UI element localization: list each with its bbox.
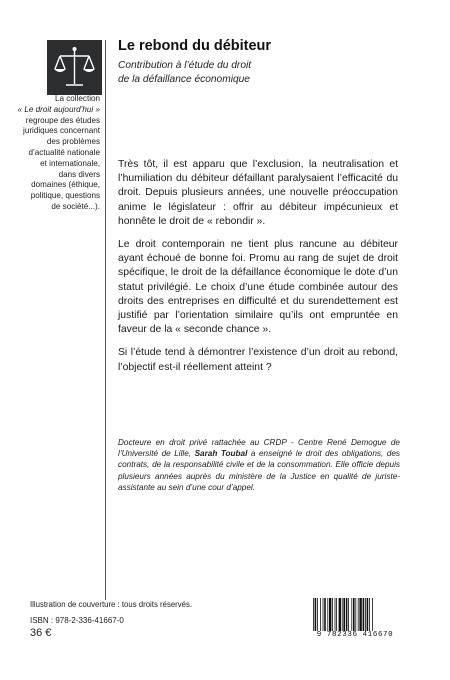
book-subtitle bbox=[118, 59, 251, 87]
barcode-bar bbox=[315, 598, 317, 631]
collection-line: regroupe des études bbox=[25, 115, 100, 125]
collection-line: juridiques concernant bbox=[23, 126, 100, 136]
isbn: ISBN : 978-2-336-41667-0 bbox=[30, 616, 124, 625]
barcode-bar bbox=[351, 598, 352, 631]
barcode-bar bbox=[372, 598, 373, 631]
barcode-bar bbox=[332, 598, 333, 631]
barcode-bar bbox=[342, 598, 343, 631]
barcode-bar bbox=[324, 598, 326, 631]
author-bio bbox=[118, 437, 400, 493]
barcode-bar bbox=[329, 598, 331, 631]
barcode-bar bbox=[336, 598, 337, 631]
barcode-digits: 9 782336 416670 bbox=[307, 631, 403, 639]
vertical-divider bbox=[105, 40, 106, 600]
barcode-bar bbox=[335, 598, 336, 631]
barcode-bar bbox=[367, 598, 369, 631]
collection-line: politique, questions bbox=[30, 191, 100, 201]
barcode-bar bbox=[339, 598, 341, 631]
barcode-bar bbox=[327, 598, 328, 631]
collection-line: domaines (éthique, bbox=[31, 180, 100, 190]
price: 36 € bbox=[30, 627, 52, 639]
barcode-bar bbox=[369, 598, 370, 631]
subtitle-line: Contribution à l’étude du droit bbox=[118, 60, 252, 71]
blurb-paragraph: Le droit contemporain ne tient plus rancune au débiteur ayant échoué de bonne foi. Promu au rang de sujet de droit spécifique, le droit de la défaillance économique le dote d’un statut privilégié. Le choix d’une étude combinée autour des droits des entreprises en difficulté et du surendettement est justifié par l’orientation similaire qu’ils ont empruntée en faveur de la « seconde chance ». bbox=[118, 239, 398, 336]
barcode-bar bbox=[323, 598, 324, 631]
author-name: Sarah Toubal bbox=[194, 449, 248, 459]
collection-line: d’actualité nationale bbox=[28, 147, 100, 157]
barcode-bar bbox=[346, 598, 348, 631]
scales-of-justice-icon bbox=[47, 40, 102, 95]
barcode-bar bbox=[358, 598, 359, 631]
collection-line: et internationale, bbox=[40, 158, 100, 168]
collection-line: « Le droit aujourd’hui » bbox=[17, 104, 100, 114]
barcode-bar bbox=[353, 598, 355, 631]
barcode-bar bbox=[363, 598, 365, 631]
blurb-paragraph: Si l’étude tend à démontrer l’existence d’un droit au rebond, l’objectif est-il réellement atteint ? bbox=[118, 347, 398, 373]
barcode-bar bbox=[365, 598, 366, 631]
barcode-bar bbox=[343, 598, 345, 631]
barcode-bar bbox=[348, 598, 349, 631]
barcode-bar bbox=[313, 598, 314, 631]
collection-line: de société...). bbox=[51, 201, 100, 211]
back-cover-blurb bbox=[118, 158, 398, 384]
collection-line: dans divers bbox=[58, 169, 100, 179]
blurb-paragraph: Très tôt, il est apparu que l’exclusion, la neutralisation et l’humiliation du débiteur défaillant paralysaient l’efficacité du droit. Depuis plusieurs années, une nouvelle préoccupation anime le législateur : offrir au débiteur impécunieux et honnête le droit de « rebondir ». bbox=[118, 159, 398, 227]
collection-line: des problèmes bbox=[46, 137, 100, 147]
book-title: Le rebond du débiteur bbox=[118, 38, 272, 54]
barcode-bar bbox=[320, 598, 321, 631]
barcode-icon bbox=[307, 596, 403, 632]
barcode-bar bbox=[359, 598, 361, 631]
barcode-bar bbox=[355, 598, 356, 631]
collection-description bbox=[8, 94, 100, 213]
bio-intro: Docteure en droit privé rattachée au CRDP - Centre René Demogue de l’Université de Lille, bbox=[118, 438, 400, 459]
cover-credits: Illustration de couverture : tous droits réservés. bbox=[30, 600, 193, 609]
barcode-bar bbox=[317, 598, 318, 631]
collection-line: La collection bbox=[55, 94, 100, 103]
bio-rest: a enseigné le droit des obligations, des contrats, de la responsabilité civile et de la consommation. Elle officie depuis plusieurs années auprès du ministère de la Justice en qualité de juriste-assistante au sein d’une cour d’appel. bbox=[118, 449, 400, 492]
subtitle-line: de la défaillance économique bbox=[118, 74, 250, 85]
scales-of-justice-logo bbox=[47, 40, 102, 95]
